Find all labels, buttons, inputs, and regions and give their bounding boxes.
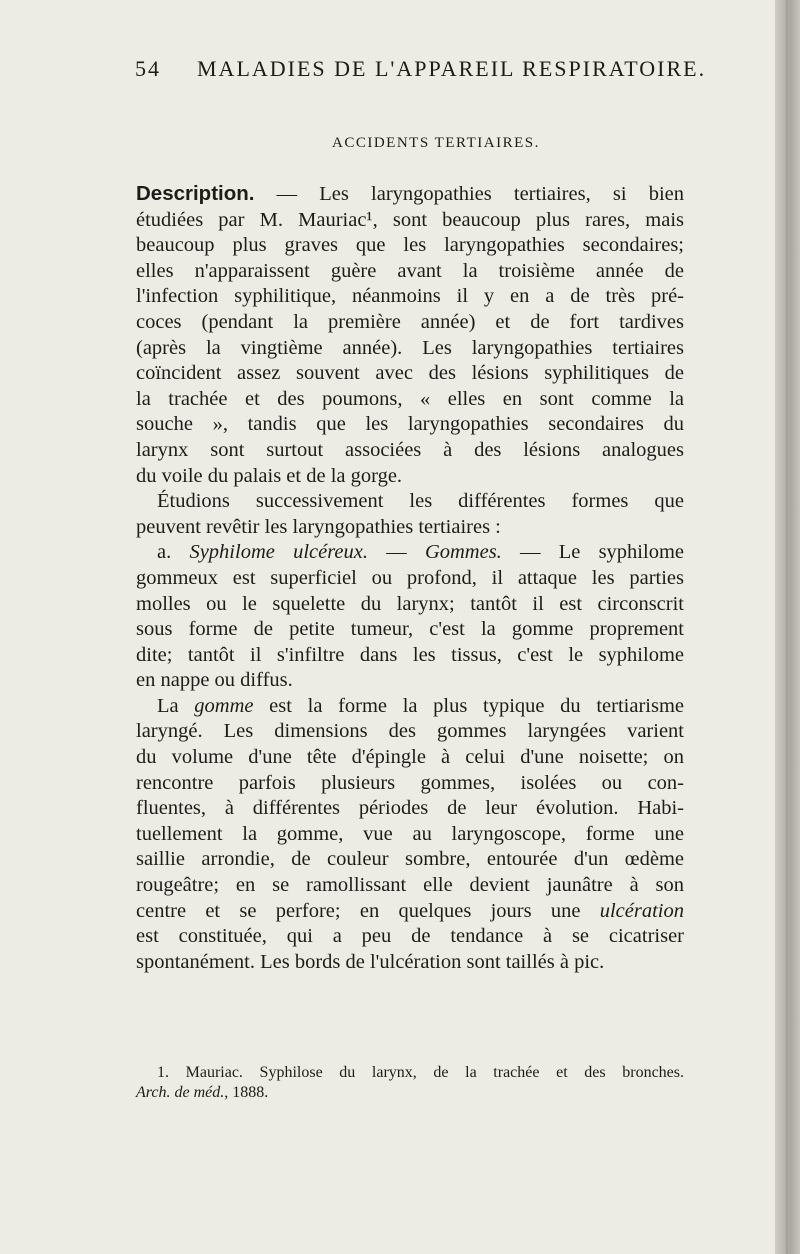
- text-line: saillie arrondie, de couleur sombre, entourée d'un œdème: [136, 848, 684, 871]
- text-line: fluentes, à différentes périodes de leur évolution. Habi-: [136, 797, 684, 820]
- term-italic: gomme: [194, 694, 254, 717]
- text-line: du volume d'une tête d'épingle à celui d'une noisette; on: [136, 746, 684, 769]
- running-title: MALADIES DE L'APPAREIL RESPIRATOIRE.: [197, 56, 707, 81]
- footnote: [136, 1063, 684, 1103]
- text-line: l'infection syphilitique, néanmoins il y en a de très pré-: [136, 285, 684, 308]
- page-edge: [775, 0, 800, 1254]
- text-line: est constituée, qui a peu de tendance à se cicatriser: [136, 925, 684, 948]
- text-line: coces (pendant la première année) et de fort tardives: [136, 310, 684, 333]
- text-line: coïncident assez souvent avec des lésions syphilitiques de: [136, 362, 684, 385]
- paragraph-heading: Description.: [136, 182, 255, 205]
- page-edge-shadow: [786, 0, 788, 1254]
- text-line: peuvent revêtir les laryngopathies tertiaires :: [136, 515, 501, 538]
- footnote-line: Arch. de méd., 1888.: [136, 1084, 269, 1101]
- page-number: 54: [135, 56, 161, 81]
- term-italic: ulcération: [599, 899, 684, 922]
- text-line: a. Syphilome ulcéreux. — Gommes. — Le syphilome: [157, 541, 684, 564]
- text-line: étudiées par M. Mauriac¹, sont beaucoup plus rares, mais: [136, 208, 684, 231]
- text-line: du voile du palais et de la gorge.: [136, 464, 403, 487]
- text-line: Description. — Les laryngopathies tertiaires, si bien: [136, 182, 684, 205]
- text-line: dite; tantôt il s'infiltre dans les tissus, c'est le syphilome: [136, 643, 684, 666]
- text-line: laryngé. Les dimensions des gommes laryngées varient: [136, 720, 684, 743]
- section-heading: ACCIDENTS TERTIAIRES.: [332, 135, 540, 151]
- text-line: souche », tandis que les laryngopathies secondaires du: [136, 413, 684, 436]
- text-line: la trachée et des poumons, « elles en sont comme la: [136, 387, 684, 410]
- text-line: centre et se perfore; en quelques jours une ulcération: [136, 899, 684, 922]
- text-line: rougeâtre; en se ramollissant elle devient jaunâtre à son: [136, 874, 684, 897]
- footnote-source: Arch. de méd.: [136, 1084, 225, 1101]
- text-line: molles ou le squelette du larynx; tantôt il est circonscrit: [136, 592, 684, 615]
- text-line: gommeux est superficiel ou profond, il attaque les parties: [136, 566, 684, 589]
- text-line: elles n'apparaissent guère avant la troisième année de: [136, 259, 684, 282]
- subheading-italic: Gommes.: [424, 541, 502, 564]
- text-line: rencontre parfois plusieurs gommes, isolées ou con-: [136, 771, 684, 794]
- text-line: tuellement la gomme, vue au laryngoscope, forme une: [136, 822, 684, 845]
- footnote-line: 1. Mauriac. Syphilose du larynx, de la trachée et des bronches.: [157, 1064, 684, 1081]
- subheading-italic: Syphilome ulcéreux.: [189, 541, 368, 564]
- body-text: [136, 181, 684, 975]
- text-line: en nappe ou diffus.: [136, 669, 293, 692]
- text-line: La gomme est la forme la plus typique du tertiarisme: [157, 694, 684, 717]
- text-line: (après la vingtième année). Les laryngopathies tertiaires: [136, 336, 684, 359]
- text-line: spontanément. Les bords de l'ulcération sont taillés à pic.: [136, 950, 605, 973]
- text-line: larynx sont surtout associées à des lésions analogues: [136, 438, 684, 461]
- text-line: Étudions successivement les différentes formes que: [157, 490, 684, 513]
- text-line: sous forme de petite tumeur, c'est la gomme proprement: [136, 618, 684, 641]
- text-line: beaucoup plus graves que les laryngopathies secondaires;: [136, 234, 684, 257]
